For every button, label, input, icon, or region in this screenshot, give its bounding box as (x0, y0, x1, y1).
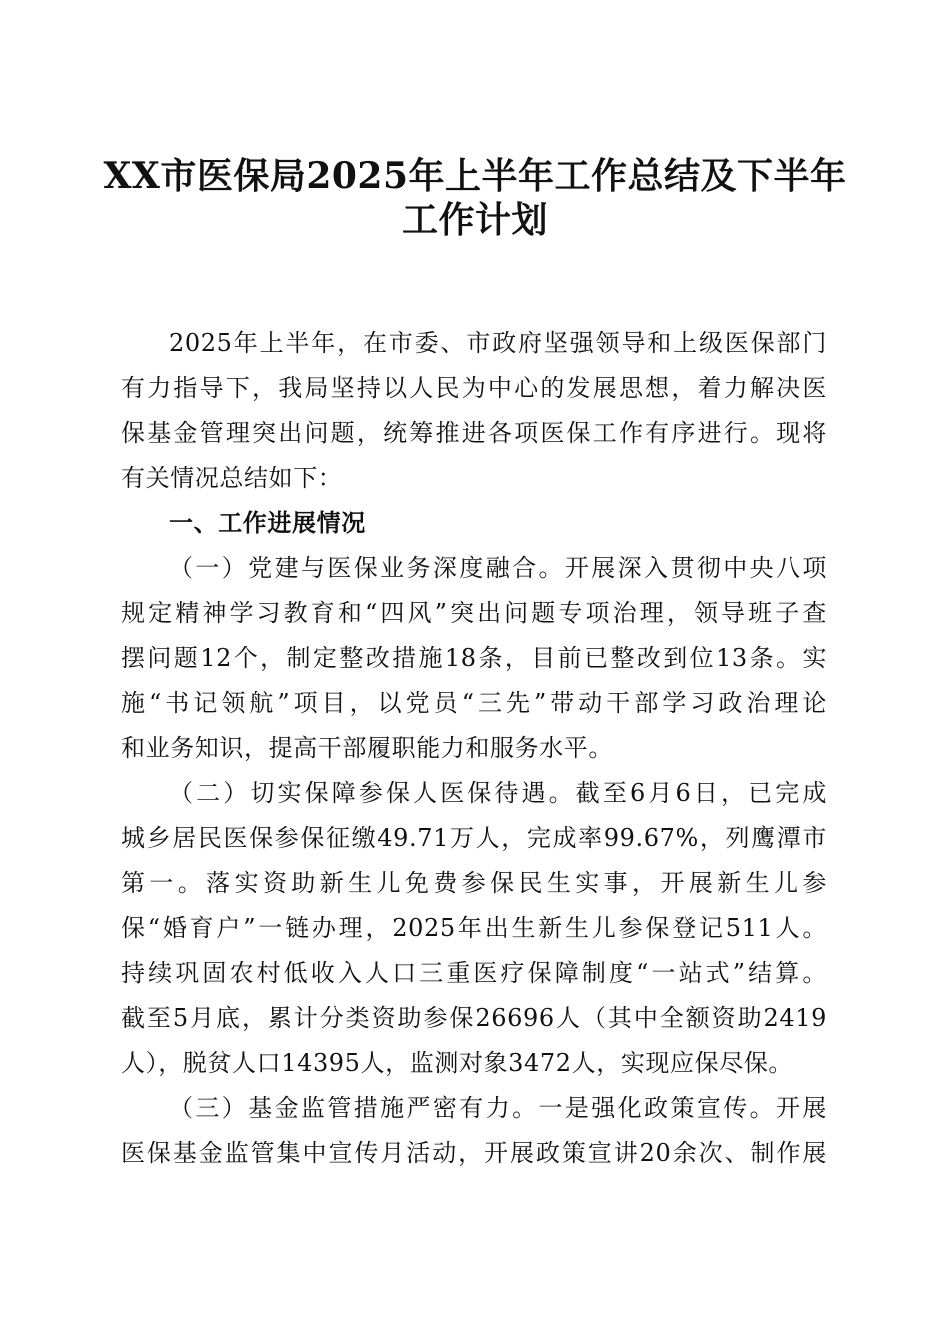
paragraph-line: 摆问题12个，制定整改措施18条，目前已整改到位13条。实 (121, 644, 827, 672)
paragraph-line: 城乡居民医保参保征缴49.71万人，完成率99.67%，列鹰潭市 (121, 824, 827, 852)
document-title-line-1: XX市医保局2025年上半年工作总结及下半年 (103, 155, 847, 197)
document-body (121, 321, 827, 1176)
paragraph-line: 医保基金监管集中宣传月活动，开展政策宣讲20余次、制作展 (121, 1139, 827, 1167)
document-title-line-2: 工作计划 (401, 199, 548, 241)
paragraph-line: 保“婚育户”一链办理，2025年出生新生儿参保登记511人。 (121, 914, 827, 942)
paragraph-line: 施“书记领航”项目，以党员“三先”带动干部学习政治理论 (121, 689, 827, 717)
paragraph-line: 人），脱贫人口14395人，监测对象3472人，实现应保尽保。 (121, 1049, 794, 1077)
section-heading-text: 一、工作进展情况 (169, 509, 366, 537)
item-paragraph-3 (121, 1086, 827, 1176)
section-heading (121, 501, 827, 546)
paragraph-line: （二）切实保障参保人医保待遇。截至6月6日，已完成 (169, 779, 827, 807)
paragraph-line: （一）党建与医保业务深度融合。开展深入贯彻中央八项 (169, 554, 827, 582)
paragraph-line: 规定精神学习教育和“四风”突出问题专项治理，领导班子查 (121, 599, 827, 627)
paragraph-line: 截至5月底，累计分类资助参保26696人（其中全额资助2419 (121, 1004, 827, 1032)
paragraph-line: （三）基金监管措施严密有力。一是强化政策宣传。开展 (169, 1094, 827, 1122)
paragraph-line: 有关情况总结如下： (121, 464, 343, 492)
paragraph-line: 第一。落实资助新生儿免费参保民生实事，开展新生儿参 (121, 869, 827, 897)
paragraph-line: 保基金管理突出问题，统筹推进各项医保工作有序进行。现将 (121, 419, 827, 447)
item-paragraph-2 (121, 771, 827, 1086)
paragraph-line: 有力指导下，我局坚持以人民为中心的发展思想，着力解决医 (121, 374, 827, 402)
paragraph-line: 持续巩固农村低收入人口三重医疗保障制度“一站式”结算。 (121, 959, 827, 987)
item-paragraph-1 (121, 546, 827, 771)
paragraph-line: 2025年上半年，在市委、市政府坚强领导和上级医保部门 (169, 329, 827, 357)
intro-paragraph (121, 321, 827, 501)
paragraph-line: 和业务知识，提高干部履职能力和服务水平。 (121, 734, 613, 762)
